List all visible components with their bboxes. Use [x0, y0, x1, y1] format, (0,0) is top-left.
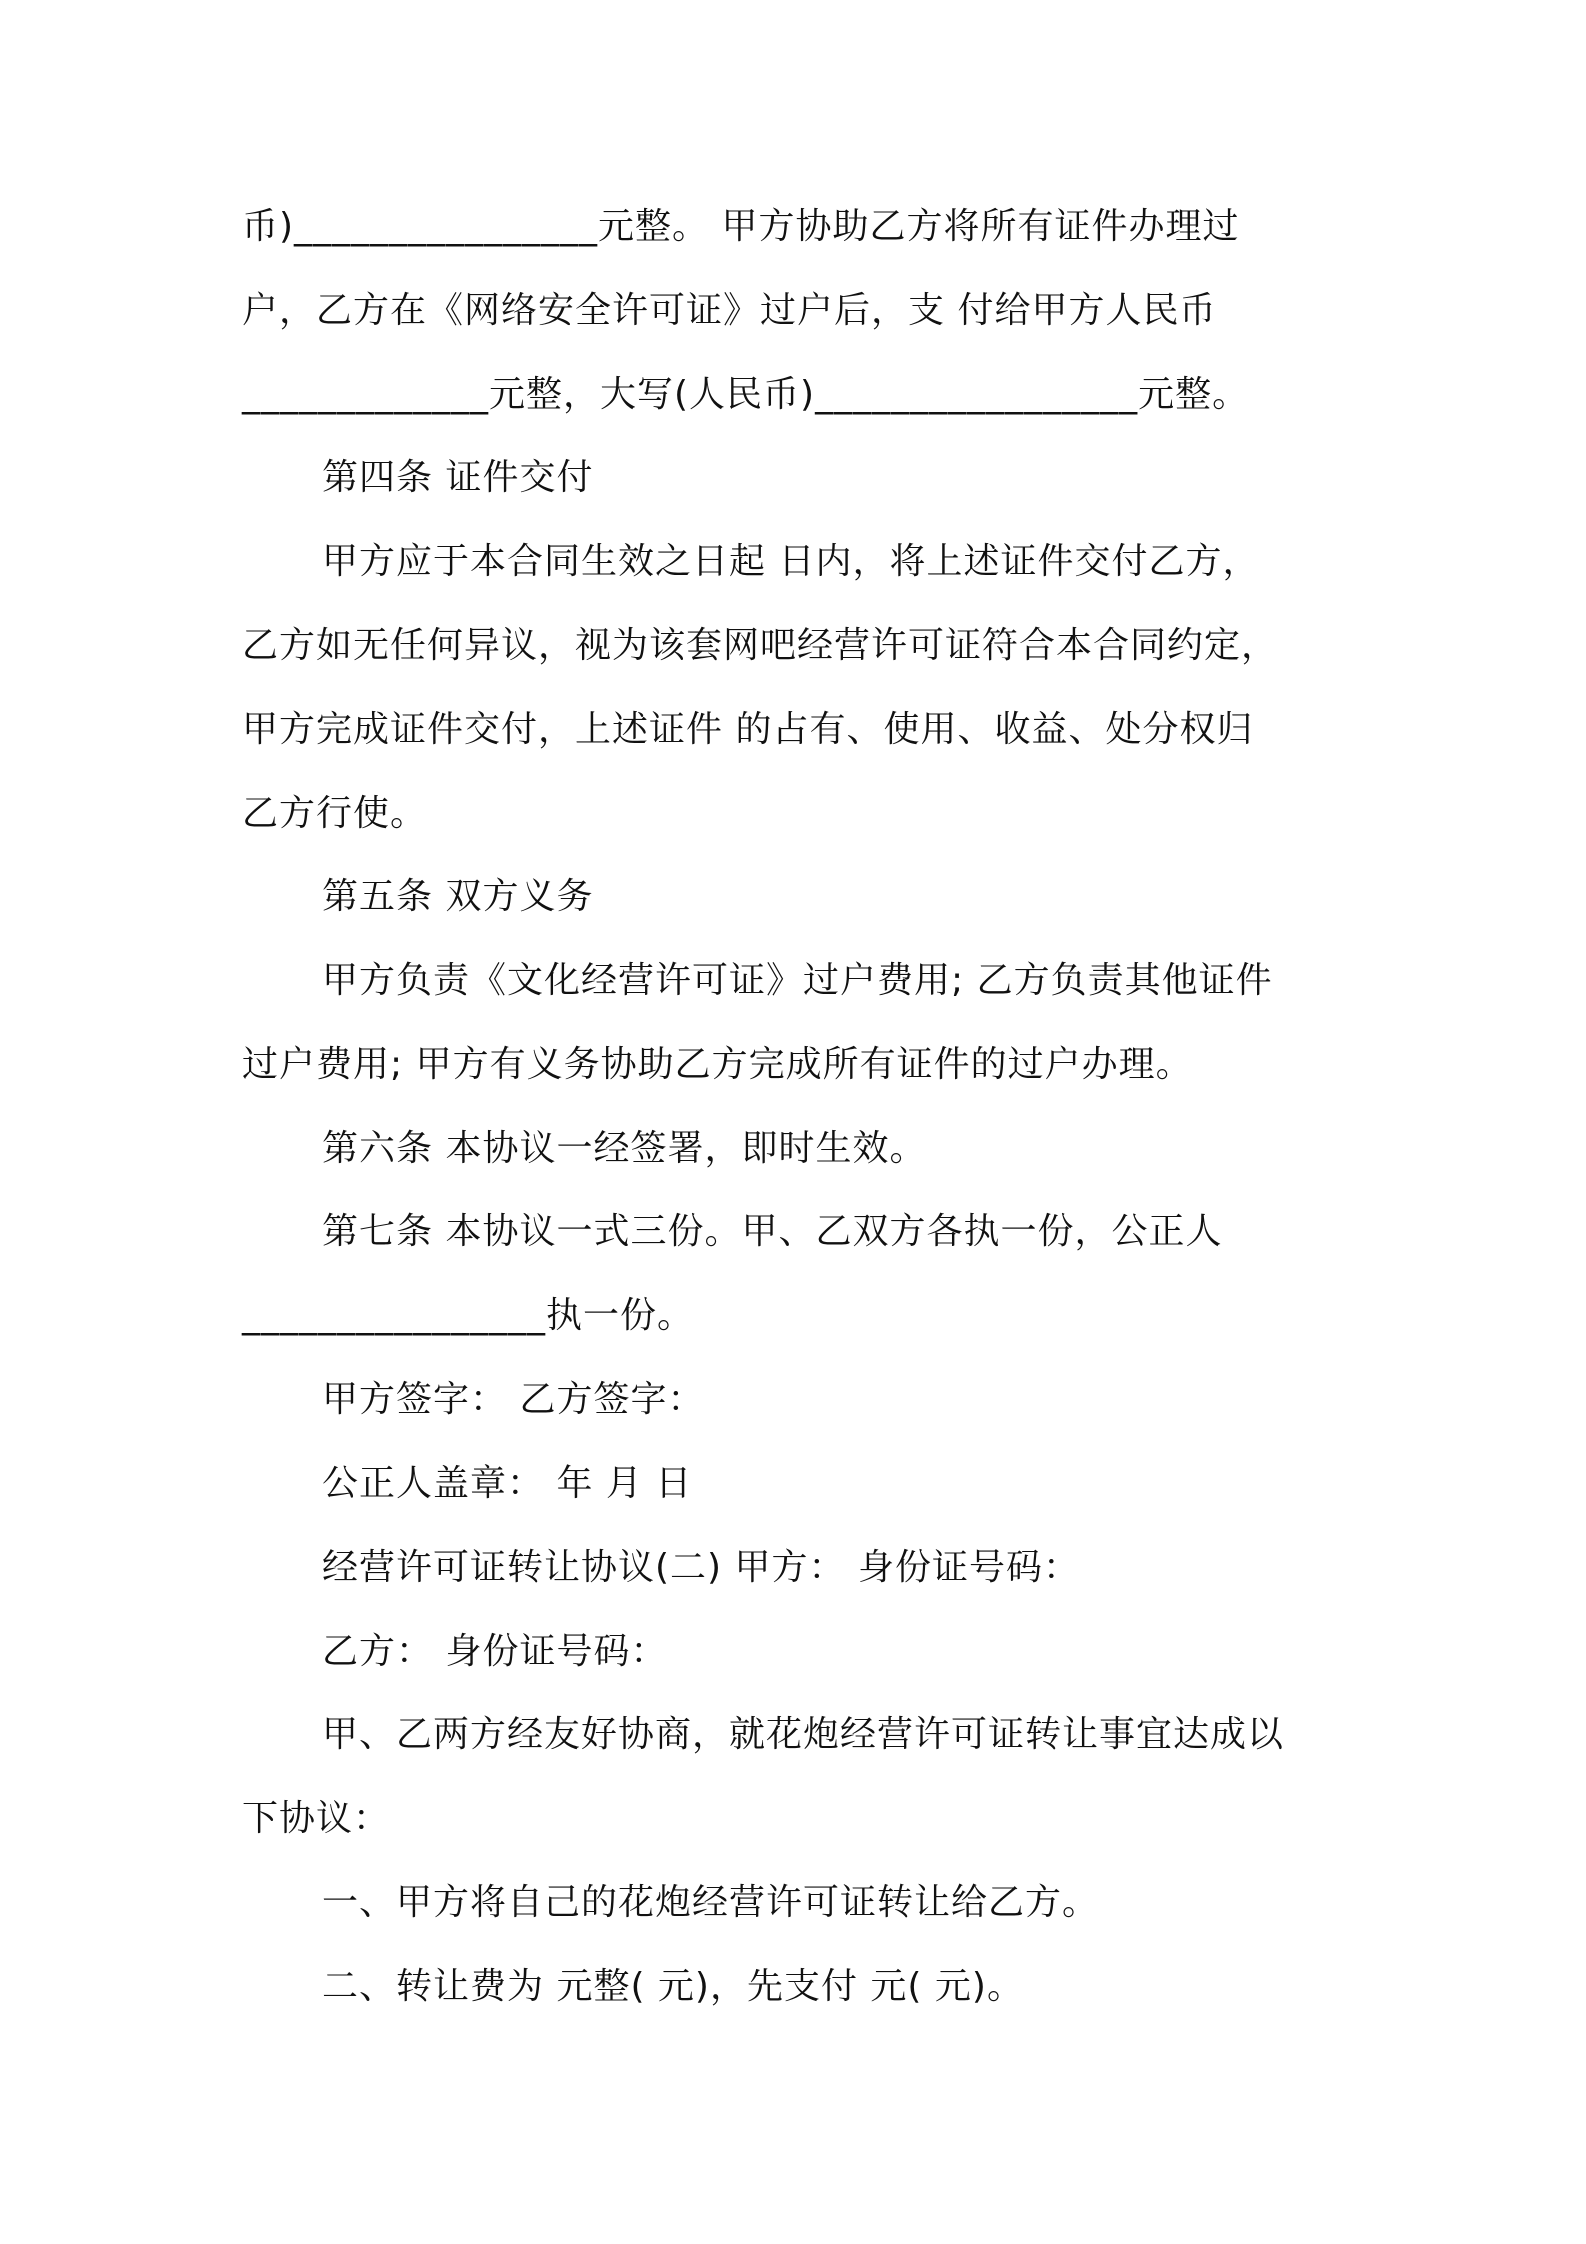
- text-line-14: ________________执一份。: [242, 1295, 695, 1336]
- text-line-2: 户，乙方在《网络安全许可证》过户后，支 付给甲方人民币: [242, 290, 1217, 331]
- text-line-20: 下协议：: [242, 1798, 391, 1839]
- text-line-6: 乙方如无任何异议，视为该套网吧经营许可证符合本合同约定，: [242, 625, 1279, 666]
- text-line-1: 币)________________元整。 甲方协助乙方将所有证件办理过: [242, 206, 1240, 247]
- text-line-8: 乙方行使。: [242, 793, 428, 834]
- party-b-line: 乙方： 身份证号码：: [322, 1631, 668, 1672]
- text-line-19: 甲、乙两方经友好协商，就花炮经营许可证转让事宜达成以: [322, 1714, 1285, 1755]
- section-heading-4: 第四条 证件交付: [322, 457, 594, 498]
- section-heading-6: 第六条 本协议一经签署，即时生效。: [322, 1128, 927, 1169]
- text-line-5: 甲方应于本合同生效之日起 日内，将上述证件交付乙方，: [322, 541, 1260, 582]
- section-heading-5: 第五条 双方义务: [322, 876, 594, 917]
- signature-line: 甲方签字： 乙方签字：: [322, 1379, 705, 1420]
- text-line-11: 过户费用; 甲方有义务协助乙方完成所有证件的过户办理。: [242, 1044, 1193, 1085]
- clause-two: 二、转让费为 元整( 元)，先支付 元( 元)。: [322, 1966, 1024, 2007]
- clause-one: 一、甲方将自己的花炮经营许可证转让给乙方。: [322, 1882, 1100, 1923]
- text-line-7: 甲方完成证件交付，上述证件 的占有、使用、收益、处分权归: [242, 709, 1254, 750]
- notary-seal-line: 公正人盖章： 年 月 日: [322, 1463, 693, 1504]
- text-line-3: _____________元整，大写(人民币)_________________元整。: [242, 374, 1250, 415]
- agreement-two-title: 经营许可证转让协议(二) 甲方： 身份证号码：: [322, 1547, 1080, 1588]
- section-heading-7: 第七条 本协议一式三份。甲、乙双方各执一份，公正人: [322, 1211, 1223, 1252]
- text-line-10: 甲方负责《文化经营许可证》过户费用; 乙方负责其他证件: [322, 960, 1273, 1001]
